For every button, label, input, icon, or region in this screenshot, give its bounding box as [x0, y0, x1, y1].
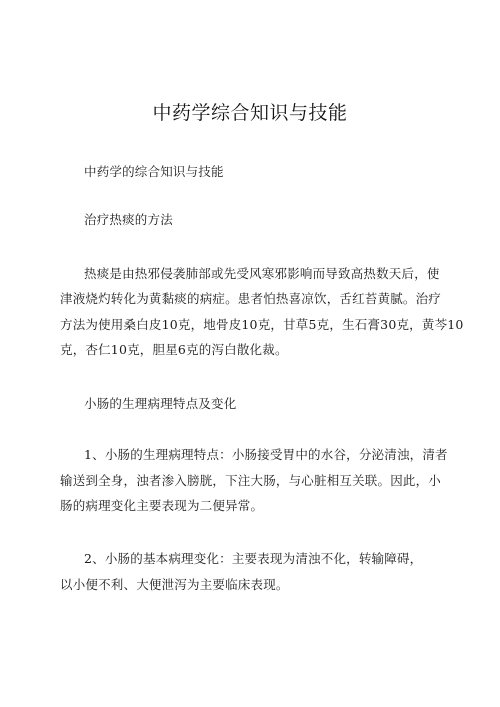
section-heading-small-intestine: 小肠的生理病理特点及变化: [84, 396, 237, 411]
document-title: 中药学综合知识与技能: [152, 102, 348, 124]
paragraph-line: 以小便不利、大便泄泻为主要临床表现。: [60, 577, 289, 592]
section-heading-hot-phlegm: 治疗热痰的方法: [84, 212, 173, 227]
paragraph-line: 方法为使用桑白皮10克，地骨皮10克，甘草5克，生石膏30克，黄芩10: [60, 317, 464, 332]
paragraph-line: 输送到全身，浊者渗入膀胱，下注大肠，与心脏相互关联。因此，小: [60, 473, 442, 488]
paragraph-line: 2、小肠的基本病理变化：主要表现为清浊不化，转输障碍，: [84, 551, 423, 566]
paragraph-line: 肠的病理变化主要表现为二便异常。: [60, 498, 264, 513]
paragraph-line: 克，杏仁10克，胆星6克的泻白散化裁。: [60, 342, 288, 357]
paragraph-line: 1、小肠的生理病理特点：小肠接受胃中的水谷，分泌清浊，清者: [84, 447, 448, 462]
paragraph-line: 津液烧灼转化为黄黏痰的病症。患者怕热喜凉饮，舌红苔黄腻。治疗: [60, 291, 442, 306]
document-subtitle: 中药学的综合知识与技能: [84, 164, 224, 179]
paragraph-line: 热痰是由热邪侵袭肺部或先受风寒邪影响而导致高热数天后，使: [84, 266, 440, 281]
